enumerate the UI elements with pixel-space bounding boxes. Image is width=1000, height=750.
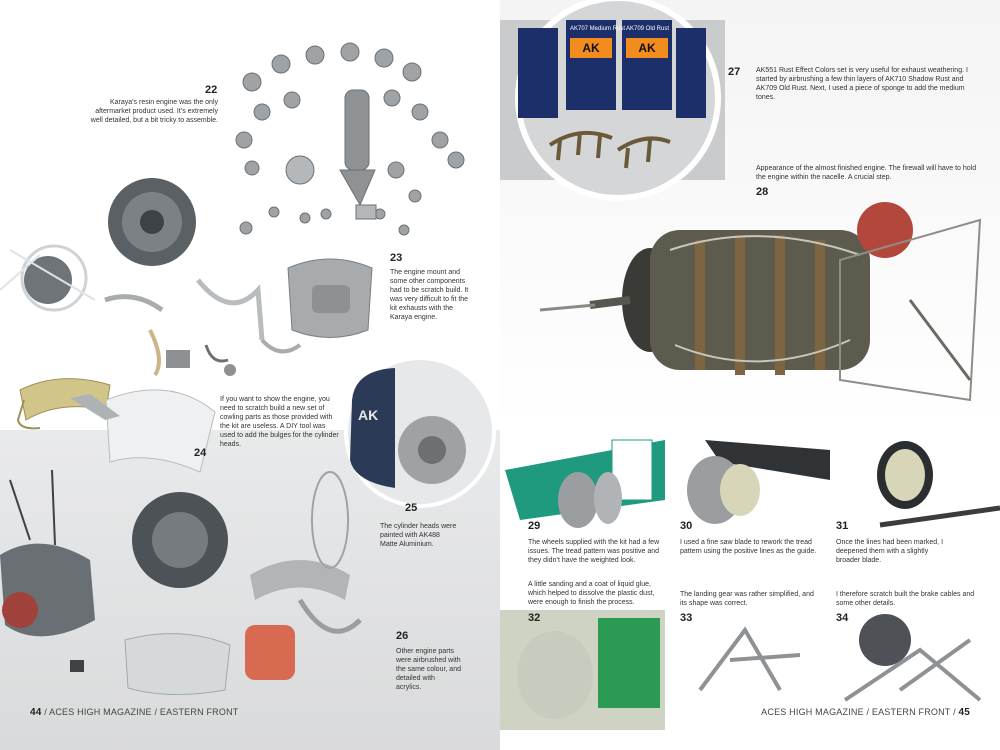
caption-26-text: Other engine parts were airbrushed with the same colour, and detailed with acrylics.: [396, 648, 461, 691]
painted-engine-photo: [0, 470, 360, 695]
cowling-photo: [18, 379, 215, 472]
radial-engine-photo: [0, 178, 196, 310]
right-page: [500, 0, 1000, 750]
caption-33-number: 33: [680, 612, 693, 624]
caption-31-number: 31: [836, 520, 849, 532]
caption-31-text: Once the lines had been marked, I deepened them with a slightly broader blade.: [836, 539, 944, 564]
left-footer-magazine: ACES HIGH MAGAZINE: [49, 707, 152, 717]
paint-label-ak707: AK707 Medium Rust: [570, 26, 626, 32]
caption-32-text: A little sanding and a coat of liquid glue, which helped to dissolve the plastic dust, were enough to finish the process.: [528, 581, 655, 606]
caption-22-number: 22: [205, 84, 218, 96]
caption-24-text: If you want to show the engine, you need to scratch build a new set of cowling parts as those provided with the kit are useless. A DIY tool was used to add the bulges for the cylinder heads.: [220, 396, 339, 448]
paint-bottle-cylinder-heads-photo: [346, 358, 494, 506]
svg-text:AK: AK: [358, 407, 379, 423]
paint-label-ak709: AK709 Old Rust: [626, 26, 670, 32]
caption-33-text: The landing gear was rather simplified, and its shape was correct.: [680, 591, 814, 607]
caption-34-text: I therefore scratch built the brake cables and some other details.: [836, 591, 975, 607]
svg-text:AK: AK: [582, 41, 600, 55]
sanded-wheel-photo: [500, 610, 665, 730]
finished-engine-photo: [540, 202, 980, 400]
caption-28-text: Appearance of the almost finished engine. The firewall will have to hold the engine within the nacelle. A crucial step.: [756, 165, 977, 181]
left-page-footer: 44 / ACES HIGH MAGAZINE / EASTERN FRONT: [30, 707, 239, 718]
caption-32-number: 32: [528, 612, 541, 624]
caption-23-text: The engine mount and some other components had to be scratch build. It was very difficult to fit the kit exhausts with the Karaya engine.: [390, 269, 469, 321]
right-page-footer: ACES HIGH MAGAZINE / EASTERN FRONT / 45: [761, 707, 970, 718]
caption-25-text: The cylinder heads were painted with AK488 Matte Aluminium.: [380, 523, 457, 548]
caption-27-number: 27: [728, 66, 741, 78]
caption-30-number: 30: [680, 520, 693, 532]
caption-24-number: 24: [194, 447, 207, 459]
caption-29-number: 29: [528, 520, 541, 532]
right-footer-section: EASTERN FRONT: [871, 707, 951, 717]
resin-cylinder-parts-photo: [236, 43, 464, 235]
right-footer-magazine: ACES HIGH MAGAZINE: [761, 707, 864, 717]
engine-mount-parts-photo: [105, 259, 372, 376]
caption-28-number: 28: [756, 186, 769, 198]
left-page-number: 44: [30, 707, 42, 718]
right-page-photos: [500, 0, 1000, 750]
caption-26-number: 26: [396, 630, 409, 642]
right-page-number: 45: [958, 707, 970, 718]
rust-paint-bottles-photo: [500, 0, 725, 198]
caption-25-number: 25: [405, 502, 418, 514]
saw-blade-wheel-photo: [668, 435, 830, 540]
marked-tyre-photo: [833, 435, 1000, 540]
left-footer-section: EASTERN FRONT: [159, 707, 239, 717]
caption-23-number: 23: [390, 252, 403, 264]
caption-30-text: I used a fine saw blade to rework the tread pattern using the positive lines as the guide.: [680, 539, 817, 555]
svg-text:AK: AK: [638, 41, 656, 55]
caption-22-text: Karaya’s resin engine was the only aftermarket product used. It’s extremely well detailed, but a bit tricky to assemble.: [90, 99, 218, 124]
caption-27-text: AK551 Rust Effect Colors set is very useful for exhaust weathering. I started by airbrushing a few thin layers of AK710 Shadow Rust and AK709 Old Rust. Next, I used a piece of sponge to add the medium tones.: [756, 67, 968, 101]
caption-34-number: 34: [836, 612, 849, 624]
caption-29-text: The wheels supplied with the kit had a few issues. The tread pattern was positive and they didn’t have the weighted look.: [528, 539, 660, 564]
